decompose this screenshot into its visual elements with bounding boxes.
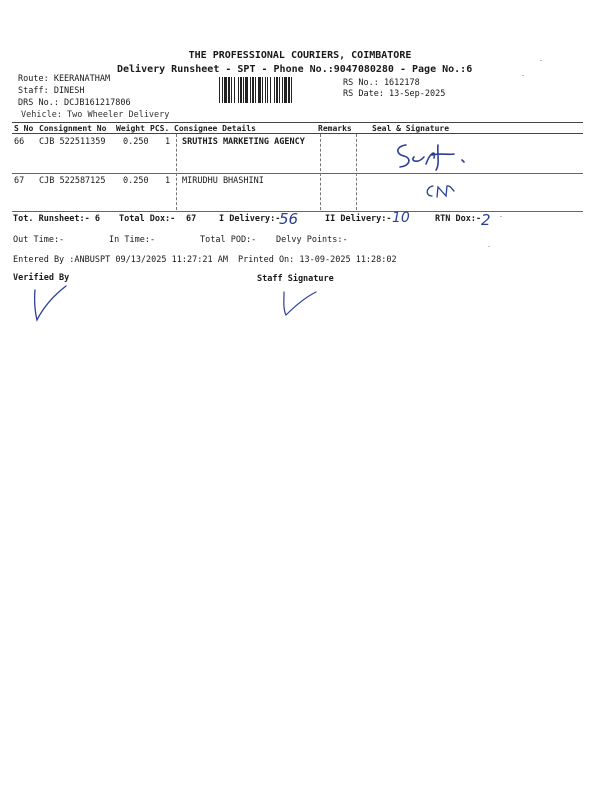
col-header-consignment: Consignment No [39, 124, 107, 133]
row-pcs: 1 [165, 137, 171, 147]
total-pod-label: Total POD:- [200, 235, 257, 245]
i-delivery-label: I Delivery:- [219, 214, 281, 224]
col-header-pcs: PCS. [150, 124, 170, 133]
verified-check-mark [28, 284, 70, 324]
row-weight: 0.250 [123, 137, 149, 147]
col-header-remarks: Remarks [318, 124, 352, 133]
out-time-label: Out Time:- [13, 235, 65, 245]
tot-runsheet: Tot. Runsheet:- 6 [13, 214, 100, 224]
verified-by-label: Verified By [13, 273, 70, 283]
staff-label: Staff: DINESH [18, 86, 85, 96]
col-header-consignee: Consignee Details [174, 124, 256, 133]
scan-speck [500, 216, 502, 217]
table-top-rule [12, 122, 583, 123]
column-divider [356, 134, 357, 210]
vehicle-label: Vehicle: Two Wheeler Delivery [21, 110, 170, 120]
row-consignment-no: CJB 522587125 [39, 176, 106, 186]
total-dox-label: Total Dox:- [119, 214, 176, 224]
row-pcs: 1 [165, 176, 171, 186]
ii-delivery-handwritten: 10 [392, 210, 410, 226]
entered-by: Entered By :ANBUSPT 09/13/2025 11:27:21 AM [13, 255, 228, 265]
recipient-signature-67 [423, 182, 459, 200]
scan-speck [540, 60, 542, 61]
delvy-points-label: Delvy Points:- [276, 235, 348, 245]
column-divider [320, 134, 321, 210]
drs-number: DRS No.: DCJB161217806 [18, 98, 131, 108]
table-header-rule [12, 133, 583, 134]
rtn-dox-handwritten: 2 [481, 211, 491, 229]
col-header-sno: S No [14, 124, 34, 133]
recipient-signature-66 [392, 140, 474, 174]
row-sno: 67 [14, 176, 25, 186]
row-consignment-no: CJB 522511359 [39, 137, 106, 147]
scan-speck [522, 75, 524, 76]
i-delivery-handwritten: 56 [279, 210, 299, 228]
row-consignee: MIRUDHU BHASHINI [182, 176, 264, 186]
company-title: THE PROFESSIONAL COURIERS, COIMBATORE [188, 50, 412, 61]
column-divider [176, 134, 177, 210]
route-label: Route: KEERANATHAM [18, 74, 111, 84]
rs-number: RS No.: 1612178 [343, 78, 420, 88]
row-weight: 0.250 [123, 176, 149, 186]
staff-signature-mark [278, 289, 320, 319]
in-time-label: In Time:- [109, 235, 156, 245]
row-divider [12, 173, 583, 174]
runsheet-subtitle: Delivery Runsheet - SPT - Phone No.:9047080280 - Page No.:6 [117, 64, 473, 75]
scan-speck [488, 246, 490, 247]
row-sno: 66 [14, 137, 25, 147]
staff-signature-label: Staff Signature [257, 274, 334, 284]
barcode-graphic [219, 77, 337, 103]
rs-date: RS Date: 13-Sep-2025 [343, 89, 446, 99]
rtn-dox-label: RTN Dox:- [435, 214, 482, 224]
printed-on: Printed On: 13-09-2025 11:28:02 [238, 255, 397, 265]
total-dox-value: 67 [186, 214, 197, 224]
col-header-weight: Weight [116, 124, 145, 133]
ii-delivery-label: II Delivery:- [325, 214, 392, 224]
row-consignee: SRUTHIS MARKETING AGENCY [182, 137, 305, 147]
col-header-seal: Seal & Signature [372, 124, 450, 133]
